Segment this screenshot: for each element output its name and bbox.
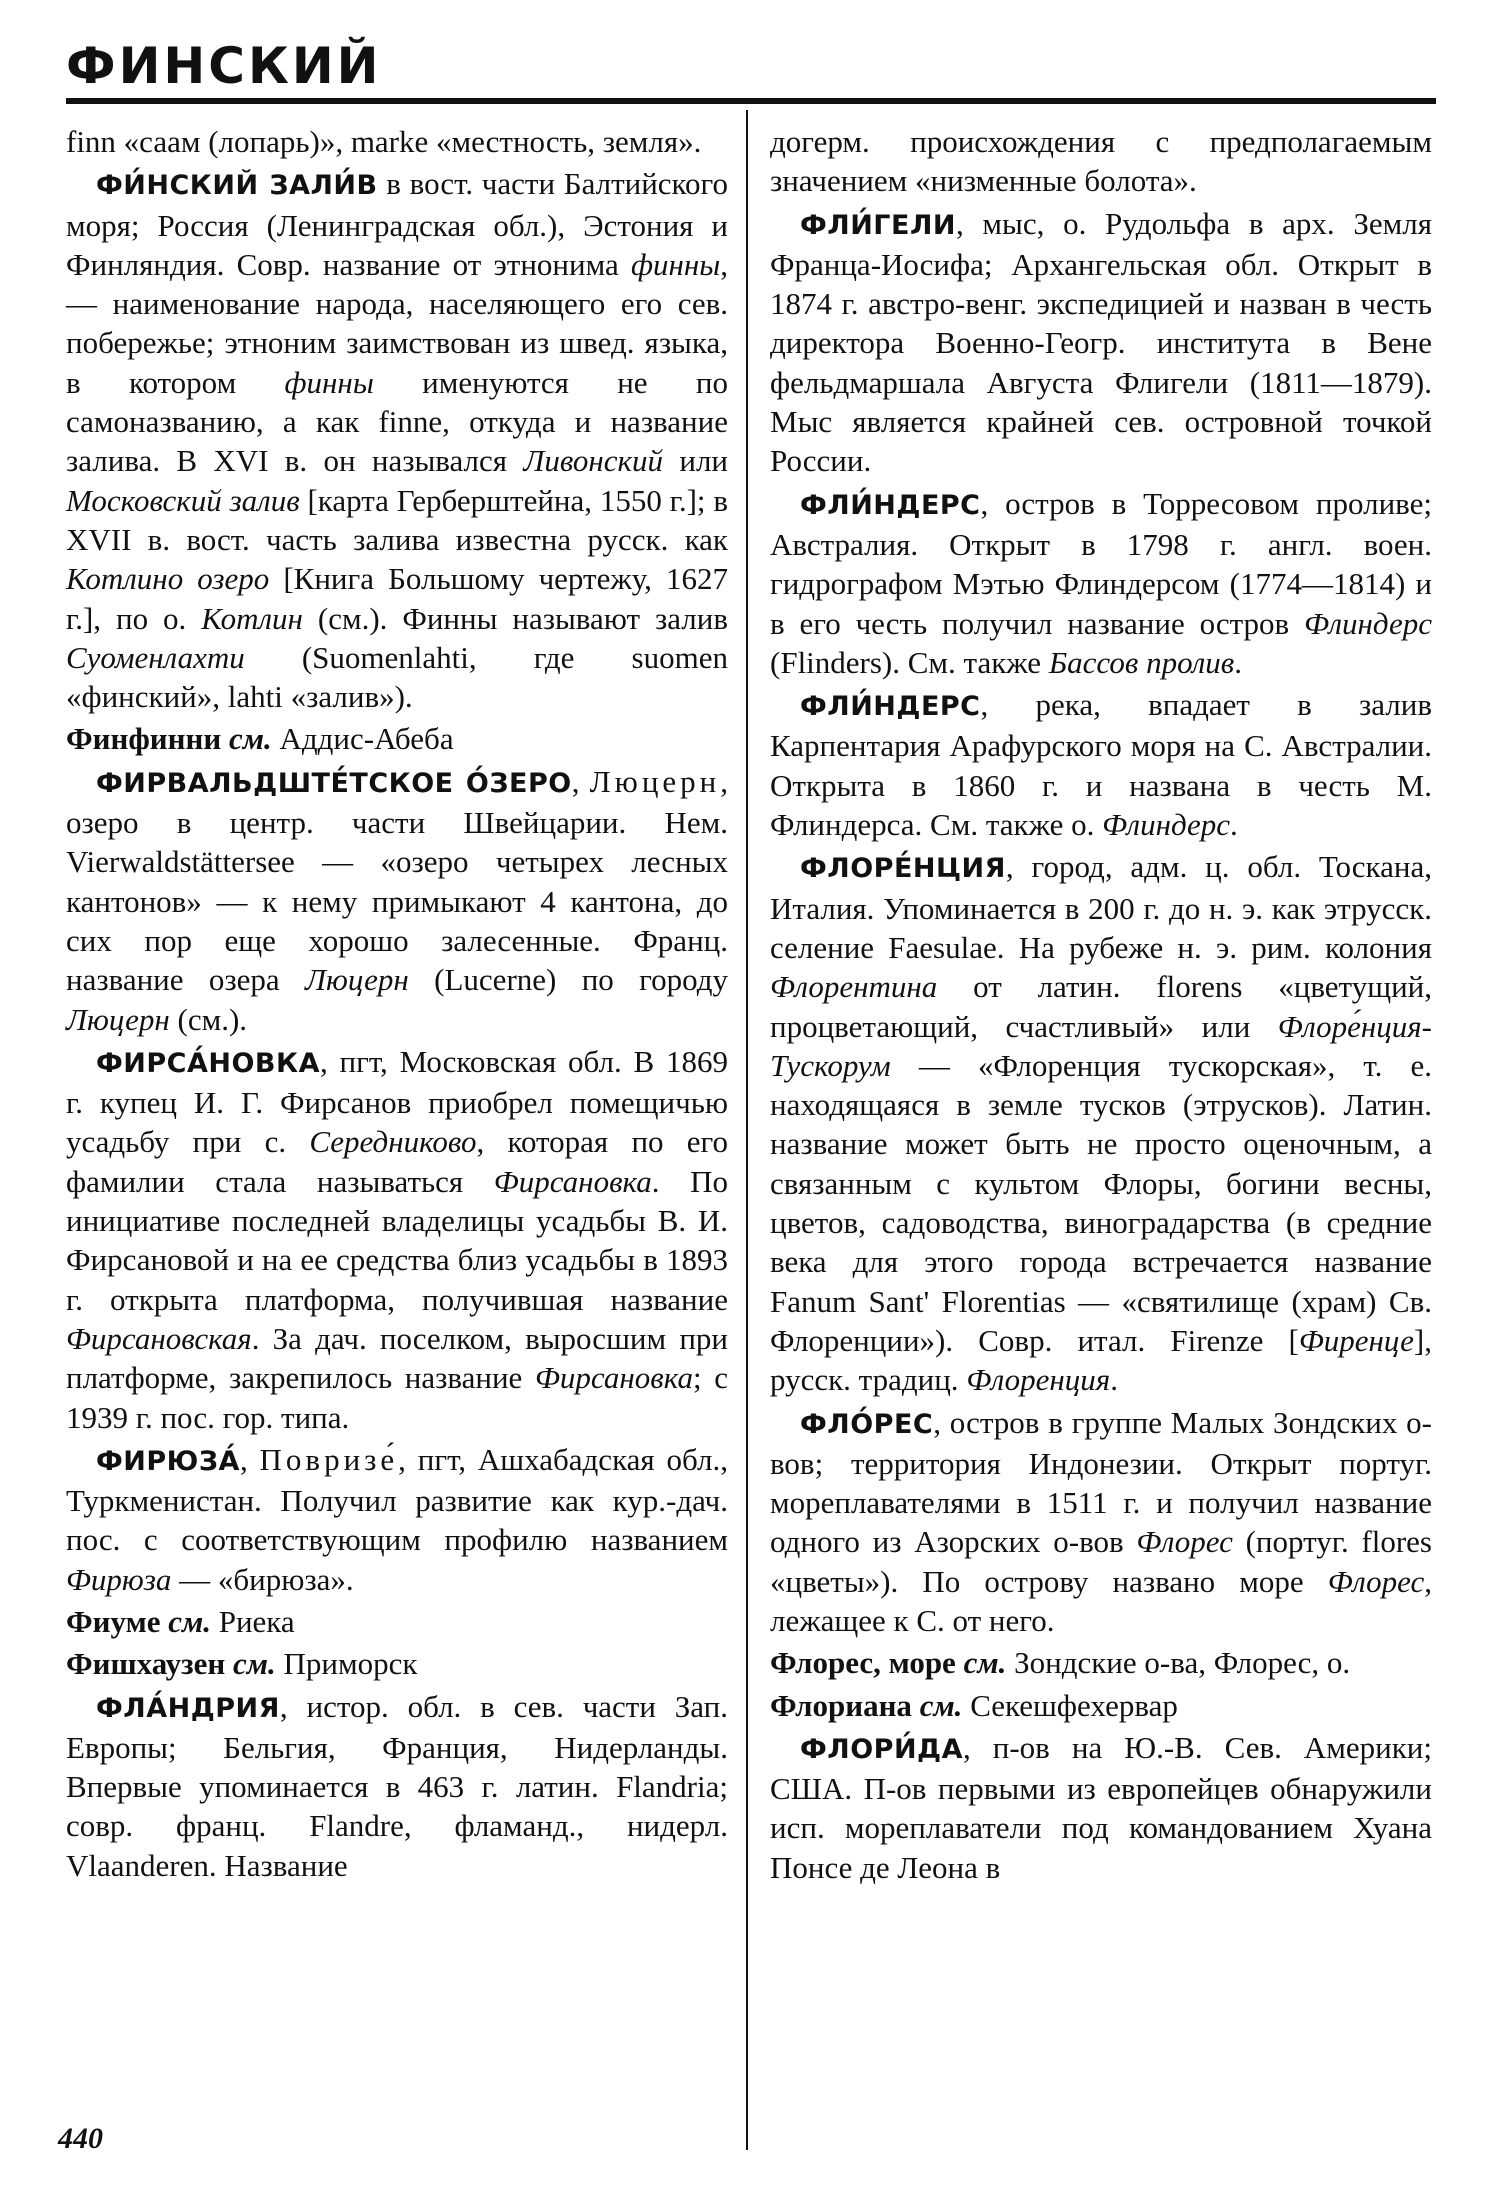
entry-fligeli: ФЛИ́ГЕЛИ, мыс, о. Рудольфа в арх. Земля Франца-Иосифа; Архангельская обл. Открыт в 1874 г. австро-венг. экспедицией и назван в честь директора Военно-Геогр. института в Вене фельдмаршала Августа Флигели (1811—1879). Мыс является крайней сев. островной точкой России.	[770, 205, 1432, 479]
headword: ФЛА́НДРИЯ	[96, 1692, 280, 1724]
entry-flinders-island: ФЛИ́НДЕРС, остров в Торресовом проливе; Австралия. Открыт в 1798 г. англ. воен. гидрографом Мэтью Флиндерсом (1774—1814) и в его честь получил название остров Флиндерс (Flinders). См. также Бассов пролив.	[770, 485, 1432, 680]
left-column	[66, 122, 728, 1888]
headword: ФЛО́РЕС	[800, 1408, 934, 1440]
right-column	[770, 122, 1432, 1890]
xref-head: Фишхаузен	[66, 1646, 226, 1682]
headword: ФИРВАЛЬДШТЕ́ТСКОЕ О́ЗЕРО	[96, 767, 572, 799]
xref-head: Флорес, море	[770, 1645, 956, 1681]
xref-head: Финфинни	[66, 721, 222, 757]
entry-florida: ФЛОРИ́ДА, п-ов на Ю.-В. Сев. Америки; США. П-ов первыми из европейцев обнаружили исп. мореплаватели под командованием Хуана Понсе де Леона в	[770, 1729, 1432, 1885]
headword: ФЛИ́НДЕРС	[800, 691, 981, 723]
running-head: ФИНСКИЙ	[66, 37, 382, 95]
page-header	[66, 36, 1436, 100]
xref-fishhausen: Фишхаузен см. Приморск	[66, 1646, 418, 1682]
entry-firsanovka: ФИРСА́НОВКА, пгт, Московская обл. В 1869 г. купец И. Г. Фирсанов приобрел помещичью усадьбу при с. Середниково, которая по его фамилии стала называться Фирсановка. По инициативе последней владелицы усадьбы В. И. Фирсановой и на ее средства близ усадьбы в 1893 г. открыта платформа, получившая название Фирсановская. За дач. поселком, выросшим при платформе, закрепилось название Фирсановка; с 1939 г. пос. гор. типа.	[66, 1043, 729, 1435]
header-rule	[66, 98, 1436, 104]
headword: ФЛОРЕ́НЦИЯ	[800, 853, 1006, 885]
xref-fiume: Фиуме см. Риека	[66, 1603, 295, 1639]
headword: ФИ́НСКИЙ ЗАЛИ́В	[96, 170, 378, 202]
entry-flores: ФЛО́РЕС, остров в группе Малых Зондских о-вов; территория Индонезии. Открыт португ. мореплавателями в 1511 г. и получил название одного из Азорских о-вов Флорес (португ. flores «цветы»). По острову названо море Флорес, лежащее к С. от него.	[770, 1404, 1432, 1638]
page-number: 440	[58, 2122, 103, 2155]
xref-floriana: Флориана см. Секешфехервар	[770, 1687, 1178, 1723]
headword: ФИРЮЗА́	[96, 1445, 240, 1477]
entry-firvaldshtetskoe-ozero: ФИРВАЛЬДШТЕ́ТСКОЕ О́ЗЕРО, Люцерн, озеро в центр. части Швейцарии. Нем. Vierwaldstättersee — «озеро четырех лесных кантонов» — к нему примыкают 4 кантона, до сих пор еще хорошо залесенные. Франц. название озера Люцерн (Lucerne) по городу Люцерн (см.).	[66, 763, 729, 1037]
headword: ФЛИ́ГЕЛИ	[800, 209, 956, 241]
entry-firyuza: ФИРЮЗА́, Повризе́, пгт, Ашхабадская обл., Туркменистан. Получил развитие как кур.-дач. пос. с соответствующим профилю названием Фирюза — «бирюза».	[66, 1441, 728, 1597]
headword: ФЛИ́НДЕРС	[800, 489, 981, 521]
entry-finsky-zaliv: ФИ́НСКИЙ ЗАЛИ́В в вост. части Балтийского моря; Россия (Ленинградская обл.), Эстония и Финляндия. Совр. название от этнонима финны, — наименование народа, населяющего его сев. побережье; этноним заимствован из швед. языка, в котором финны именуются не по самоназванию, а как finne, откуда и название залива. В XVI в. он назывался Ливонский или Московский залив [карта Герберштейна, 1550 г.]; в XVII в. вост. часть залива известна русск. как Котлино озеро [Книга Большому чертежу, 1627 г.], по о. Котлин (см.). Финны называют залив Суоменлахти (Suomenlahti, где suomen «финский», lahti «залив»).	[66, 166, 729, 715]
entry-florentsiya: ФЛОРЕ́НЦИЯ, город, адм. ц. обл. Тоскана, Италия. Упоминается в 200 г. до н. э. как этрусск. селение Faesulae. На рубеже н. э. рим. колония Флорентина от латин. florens «цветущий, процветающий, счастливый» или Флоре́нция-Тускорум — «Флоренция тускорская», т. е. находящаяся в земле тусков (этрусков). Латин. название может быть не просто оценочным, а связанным с культом Флоры, богини весны, цветов, садоводства, виноградарства (в средние века для этого города встречается название Fanum Sant' Florentias — «святилище (храм) Св. Флоренции»). Совр. итал. Firenze [Фиренце], русск. традиц. Флоренция.	[770, 849, 1432, 1398]
column-divider	[746, 110, 748, 2150]
headword: ФЛОРИ́ДА	[800, 1733, 963, 1765]
xref-flores-more: Флорес, море см. Зондские о-ва, Флорес, о.	[770, 1645, 1351, 1681]
entry-flandriya: ФЛА́НДРИЯ, истор. обл. в сев. части Зап. Европы; Бельгия, Франция, Нидерланды. Впервые упоминается в 463 г. латин. Flandria; совр. франц. Flandre, фламанд., нидерл. Vlaanderen. Название	[66, 1688, 728, 1883]
xref-finfinni: Финфинни см. Аддис-Абеба	[66, 721, 454, 757]
xref-head: Фиуме	[66, 1603, 161, 1639]
entry-continuation: догерм. происхождения с предполагаемым значением «низменные болота».	[770, 124, 1432, 199]
entry-flinders-river: ФЛИ́НДЕРС, река, впадает в залив Карпентария Арафурского моря на С. Австралии. Открыта в 1860 г. и названа в честь М. Флиндерса. См. также о. Флиндерс.	[770, 687, 1432, 843]
headword: ФИРСА́НОВКА	[96, 1047, 320, 1079]
entry-continuation: finn «саам (лопарь)», marke «местность, земля».	[66, 124, 702, 159]
xref-head: Флориана	[770, 1687, 912, 1723]
